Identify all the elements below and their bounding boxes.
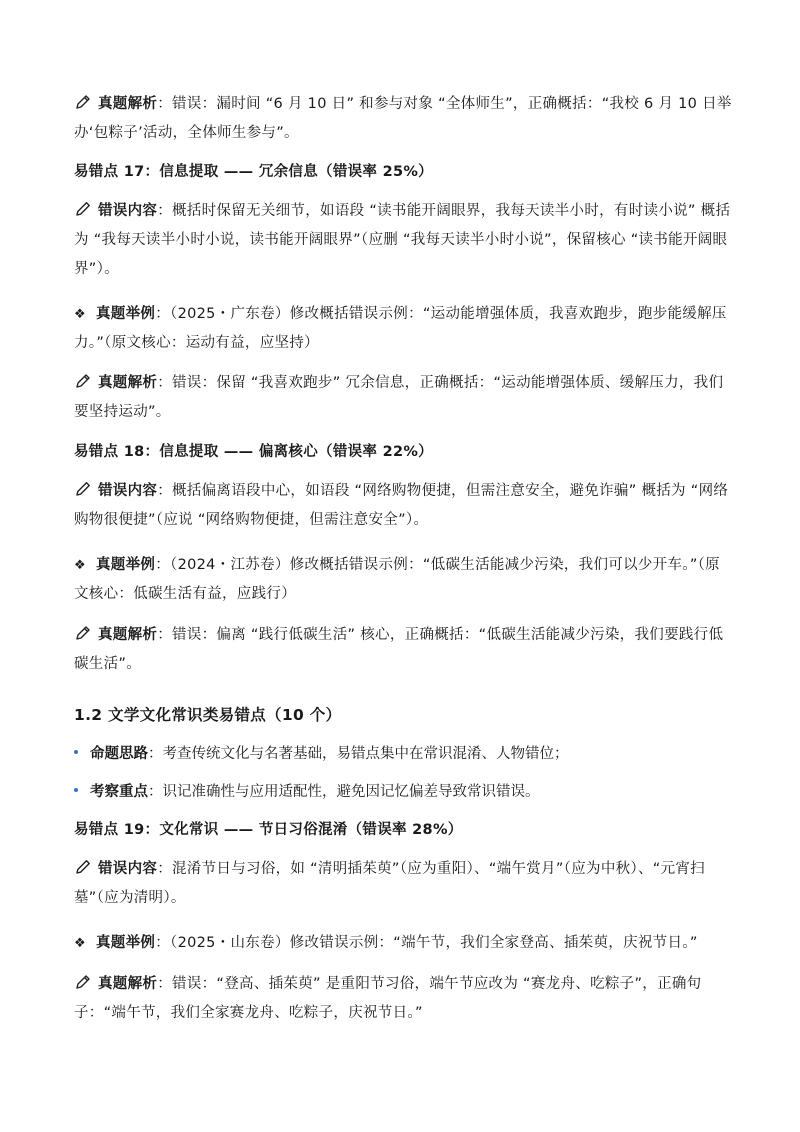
example-text: （2025・山东卷）修改错误示例：“端午节，我们全家登高、插茱萸，庆祝节日。”: [170, 935, 698, 951]
analysis-text: 错误：保留 “我喜欢跑步” 冗余信息，正确概括：“运动能增强体质、缓解压力，我们要坚持运动”。: [74, 375, 724, 420]
analysis-paragraph: 真题解析：错误：“登高、插茱萸” 是重阳节习俗，端午节应改为 “赛龙舟、吃粽子”，正确句子：“端午节，我们全家赛龙舟、吃粽子，庆祝节日。”: [74, 970, 734, 1028]
analysis-label: 真题解析: [98, 627, 158, 643]
analysis-label: 真题解析: [98, 96, 158, 112]
bullet-icon: [74, 750, 78, 754]
subsection-title: 1.2 文学文化常识类易错点（10 个）: [74, 706, 342, 724]
analysis-text: 错误：漏时间 “6 月 10 日” 和参与对象 “全体师生”，正确概括：“我校 6 月 10 日举办‘包粽子’活动，全体师生参与”。: [74, 96, 732, 141]
list-item: 命题思路：考查传统文化与名著基础，易错点集中在常识混淆、人物错位；: [74, 742, 734, 766]
analysis-paragraph: 真题解析：错误：偏离 “践行低碳生活” 核心，正确概括：“低碳生活能减少污染，我们要践行低碳生活”。: [74, 621, 734, 679]
pencil-icon: [74, 93, 92, 111]
diamond-icon: ❖: [74, 307, 86, 322]
content-label: 错误内容: [98, 861, 158, 877]
pencil-icon: [74, 624, 92, 642]
content-text: 概括时保留无关细节，如语段 “读书能开阔眼界，我每天读半小时，有时读小说” 概括为 “我每天读半小时小说，读书能开阔眼界”（应删 “我每天读半小时小说”，保留核心 “读书能开阔眼界”）。: [74, 203, 731, 277]
example-paragraph: ❖ 真题举例：（2025・山东卷）修改错误示例：“端午节，我们全家登高、插茱萸，庆祝节日。”: [74, 929, 734, 958]
content-text: 混淆节日与习俗，如 “清明插茱萸”（应为重阳）、“端午赏月”（应为中秋）、“元宵扫墓”（应为清明）。: [74, 861, 705, 906]
analysis-label: 真题解析: [98, 375, 158, 391]
analysis-text: 错误：“登高、插茱萸” 是重阳节习俗，端午节应改为 “赛龙舟、吃粽子”，正确句子：“端午节，我们全家赛龙舟、吃粽子，庆祝节日。”: [74, 976, 702, 1021]
analysis-paragraph: 真题解析：错误：漏时间 “6 月 10 日” 和参与对象 “全体师生”，正确概括：“我校 6 月 10 日举办‘包粽子’活动，全体师生参与”。: [74, 90, 734, 148]
pencil-icon: [74, 973, 92, 991]
example-label: 真题举例: [96, 935, 156, 951]
section-heading-19: 易错点 19：文化常识 —— 节日习俗混淆（错误率 28%）: [74, 822, 463, 838]
example-paragraph: ❖ 真题举例：（2025・广东卷）修改概括错误示例：“运动能增强体质，我喜欢跑步，跑步能缓解压力。”（原文核心：运动有益，应坚持）: [74, 300, 734, 358]
pen-icon: [74, 200, 92, 218]
error-content-paragraph: 错误内容：混淆节日与习俗，如 “清明插茱萸”（应为重阳）、“端午赏月”（应为中秋）、“元宵扫墓”（应为清明）。: [74, 855, 734, 913]
content-label: 错误内容: [98, 483, 158, 499]
pen-icon: [74, 858, 92, 876]
error-content-paragraph: 错误内容：概括偏离语段中心，如语段 “网络购物便捷，但需注意安全，避免诈骗” 概括为 “网络购物很便捷”（应说 “网络购物便捷，但需注意安全”）。: [74, 477, 734, 535]
example-text: （2024・江苏卷）修改概括错误示例：“低碳生活能减少污染，我们可以少开车。”（原文核心：低碳生活有益，应践行）: [74, 557, 720, 602]
diamond-icon: ❖: [74, 936, 86, 951]
example-text: （2025・广东卷）修改概括错误示例：“运动能增强体质，我喜欢跑步，跑步能缓解压力。”（原文核心：运动有益，应坚持）: [74, 306, 727, 351]
bullet-text: 识记准确性与应用适配性，避免因记忆偏差导致常识错误。: [162, 784, 540, 800]
bullet-label: 考察重点: [90, 784, 148, 800]
example-paragraph: ❖ 真题举例：（2024・江苏卷）修改概括错误示例：“低碳生活能减少污染，我们可以少开车。”（原文核心：低碳生活有益，应践行）: [74, 551, 734, 609]
bullet-text: 考查传统文化与名著基础，易错点集中在常识混淆、人物错位；: [162, 746, 569, 762]
section-heading-17: 易错点 17：信息提取 —— 冗余信息（错误率 25%）: [74, 164, 433, 180]
pencil-icon: [74, 372, 92, 390]
content-label: 错误内容: [98, 203, 158, 219]
list-item: 考察重点：识记准确性与应用适配性，避免因记忆偏差导致常识错误。: [74, 780, 734, 804]
content-text: 概括偏离语段中心，如语段 “网络购物便捷，但需注意安全，避免诈骗” 概括为 “网络购物很便捷”（应说 “网络购物便捷，但需注意安全”）。: [74, 483, 729, 528]
analysis-label: 真题解析: [98, 976, 158, 992]
bullet-icon: [74, 788, 78, 792]
analysis-text: 错误：偏离 “践行低碳生活” 核心，正确概括：“低碳生活能减少污染，我们要践行低碳生活”。: [74, 627, 724, 672]
diamond-icon: ❖: [74, 558, 86, 573]
bullet-label: 命题思路: [90, 746, 148, 762]
section-heading-18: 易错点 18：信息提取 —— 偏离核心（错误率 22%）: [74, 444, 433, 460]
analysis-paragraph: 真题解析：错误：保留 “我喜欢跑步” 冗余信息，正确概括：“运动能增强体质、缓解压力，我们要坚持运动”。: [74, 369, 734, 427]
example-label: 真题举例: [96, 306, 156, 322]
error-content-paragraph: 错误内容：概括时保留无关细节，如语段 “读书能开阔眼界，我每天读半小时，有时读小说” 概括为 “我每天读半小时小说，读书能开阔眼界”（应删 “我每天读半小时小说”，保留核心 “读书能开阔眼界”）。: [74, 197, 734, 284]
pen-icon: [74, 480, 92, 498]
example-label: 真题举例: [96, 557, 156, 573]
